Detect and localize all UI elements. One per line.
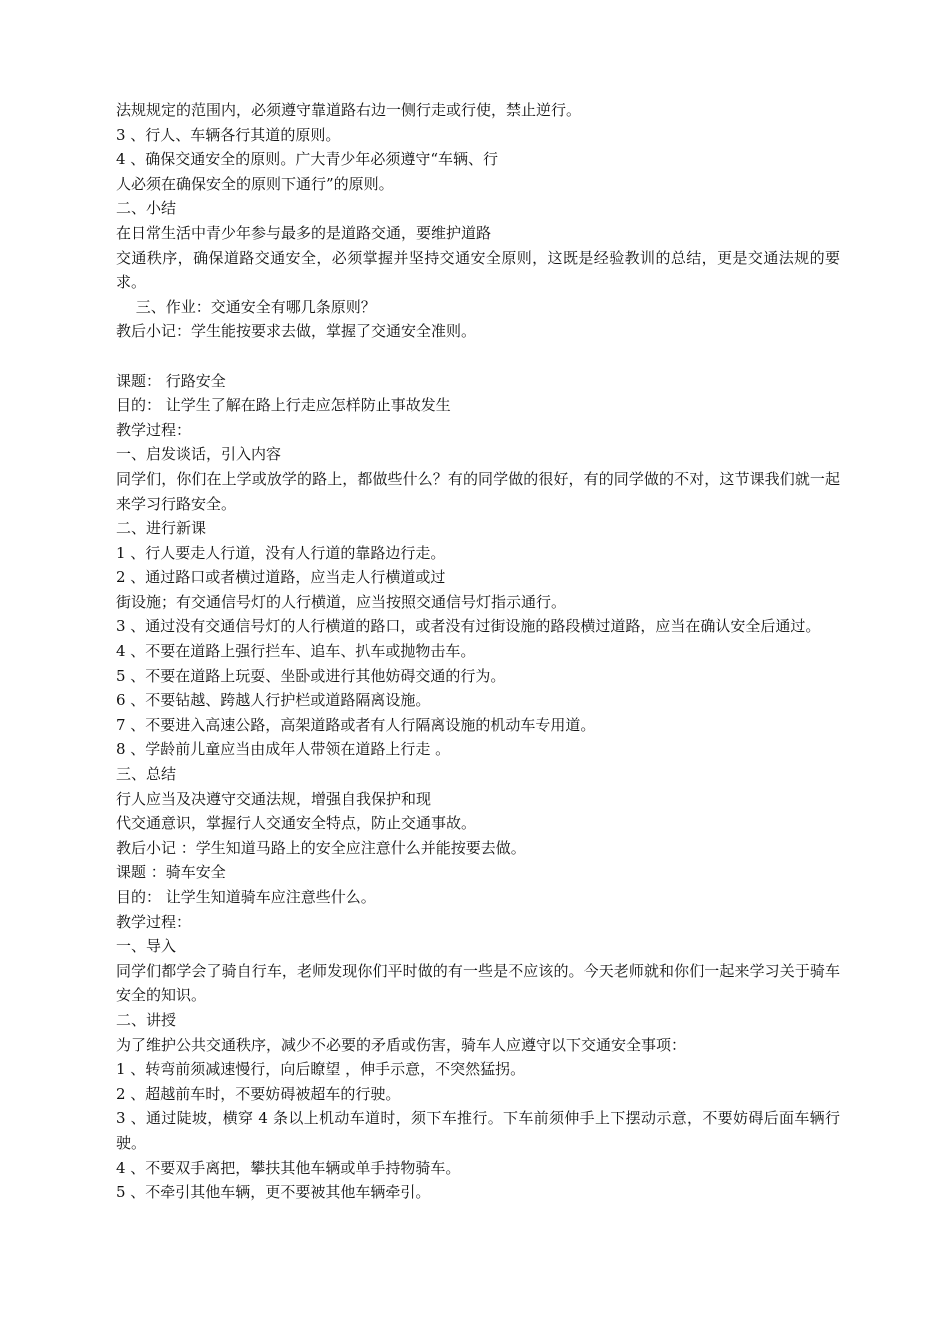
section-heading: 三、作业：交通安全有哪几条原则？ [116, 297, 376, 316]
text-paragraph: 交通秩序，确保道路交通安全，必须掌握并坚持交通安全原则，这既是经验教训的总结，更是交通法规的要求。 [116, 248, 840, 292]
lesson-goal: 目的： 让学生了解在路上行走应怎样防止事故发生 [116, 396, 451, 415]
list-item: 7 、不要进入高速公路，高架道路或者有人行隔离设施的机动车专用道。 [116, 715, 596, 734]
list-item: 4 、不要双手离把，攀扶其他车辆或单手持物骑车。 [116, 1158, 461, 1177]
text-line: 人必须在确保安全的原则下通行”的原则。 [116, 174, 394, 193]
section-heading: 二、小结 [116, 199, 177, 218]
text-paragraph: 同学们都学会了骑自行车，老师发现你们平时做的有一些是不应该的。今天老师就和你们一起来学习关于骑车安全的知识。 [116, 961, 840, 1005]
list-item: 1 、行人要走人行道，没有人行道的靠路边行走。 [116, 543, 446, 562]
list-item: 2 、通过路口或者横过道路，应当走人行横道或过 [116, 568, 446, 587]
text-line: 教后小记 ：学生知道马路上的安全应注意什么并能按要去做。 [116, 838, 526, 857]
text-line: 法规规定的范围内，必须遵守靠道路右边一侧行走或行使，禁止逆行。 [116, 101, 582, 119]
text-line: 代交通意识，掌握行人交通安全特点，防止交通事故。 [116, 814, 477, 833]
section-heading: 一、导入 [116, 937, 177, 956]
list-item: 4 、不要在道路上强行拦车、追车、扒车或抛物击车。 [116, 642, 476, 661]
text-line: 行人应当及决遵守交通法规，增强自我保护和现 [116, 789, 432, 808]
text-line: 3 、行人、车辆各行其道的原则。 [116, 125, 341, 144]
section-heading: 三、总结 [116, 765, 177, 784]
section-heading: 一、启发谈话，引入内容 [116, 445, 282, 464]
lesson-goal: 目的： 让学生知道骑车应注意些什么。 [116, 888, 376, 906]
list-item: 3 、通过没有交通信号灯的人行横道的路口，或者没有过街设施的路段横过道路，应当在确认安全后通过。 [116, 617, 821, 636]
list-item: 3 、通过陡坡，横穿 4 条以上机动车道时，须下车推行。下车前须伸手上下摆动示意，不要妨碍后面车辆行驶。 [116, 1109, 840, 1152]
section-heading: 二、进行新课 [116, 519, 207, 538]
text-line: 教学过程： [116, 420, 192, 439]
list-item: 2 、超越前车时，不要妨碍被超车的行驶。 [116, 1084, 401, 1103]
text-line: 街设施；有交通信号灯的人行横道，应当按照交通信号灯指示通行。 [116, 592, 567, 611]
text-line: 教学过程： [116, 912, 192, 931]
lesson-title: 课题 ：骑车安全 [116, 863, 226, 882]
lesson-title: 课题： 行路安全 [116, 371, 226, 390]
list-item: 5 、不牵引其他车辆，更不要被其他车辆牵引。 [116, 1183, 431, 1202]
list-item: 5 、不要在道路上玩耍、坐卧或进行其他妨碍交通的行为。 [116, 666, 506, 685]
text-line: 4 、确保交通安全的原则。广大青少年必须遵守“车辆、行 [116, 150, 498, 169]
text-paragraph: 同学们，你们在上学或放学的路上，都做些什么？有的同学做的很好，有的同学做的不对，这节课我们就一起来学习行路安全。 [116, 469, 840, 513]
blank-line [116, 344, 840, 369]
list-item: 1 、转弯前须减速慢行，向后瞭望 ，伸手示意，不突然猛拐。 [116, 1060, 526, 1079]
document-page [116, 98, 840, 1205]
text-line: 在日常生活中青少年参与最多的是道路交通，要维护道路 [116, 223, 492, 242]
list-item: 6 、不要钻越、跨越人行护栏或道路隔离设施。 [116, 691, 431, 710]
list-item: 8 、学龄前儿童应当由成年人带领在道路上行走 。 [116, 740, 451, 759]
section-heading: 二、讲授 [116, 1010, 177, 1029]
text-line: 教后小记：学生能按要求去做，掌握了交通安全准则。 [116, 322, 477, 341]
text-line: 为了维护公共交通秩序，减少不必要的矛盾或伤害，骑车人应遵守以下交通安全事项： [116, 1035, 687, 1054]
